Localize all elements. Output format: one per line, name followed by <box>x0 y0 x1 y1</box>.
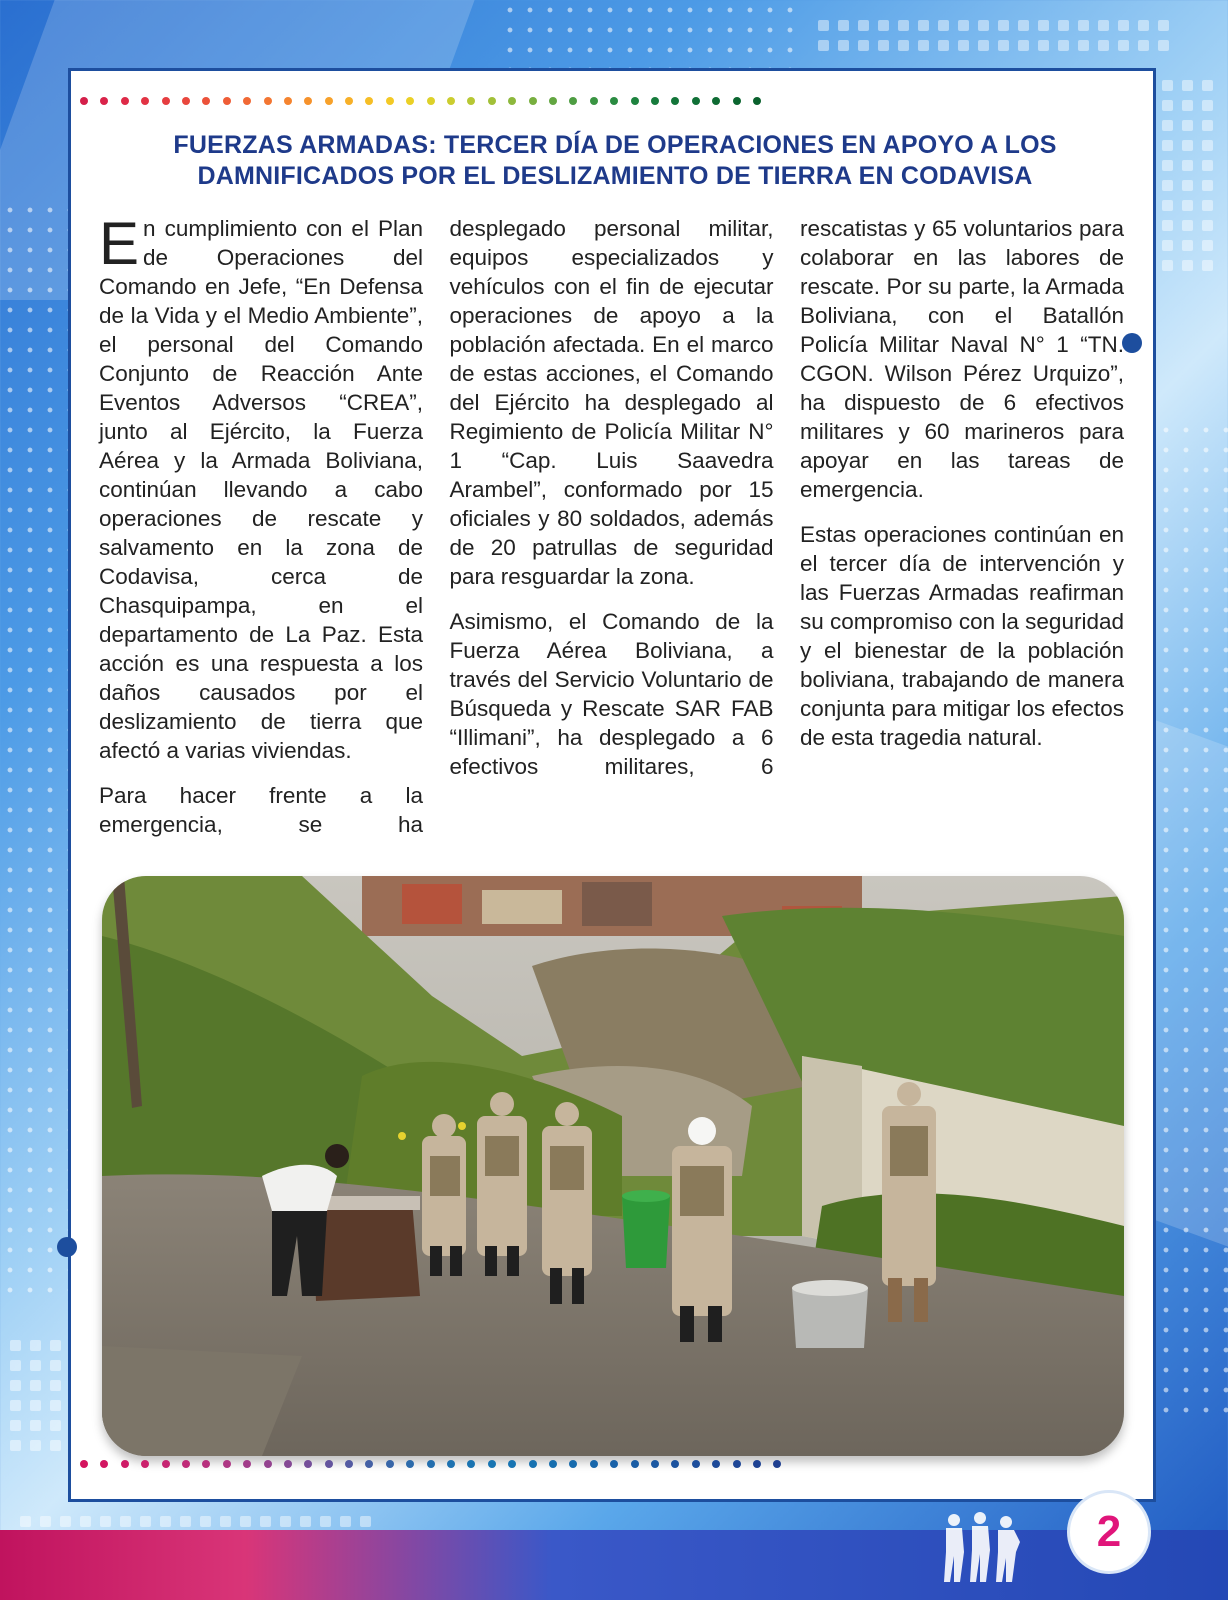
paragraph: desplegado personal militar, equipos especializados y vehículos con el fin de ejecutar operaciones de apoyo a la población afectada. En el marco de estas acciones, el Comando del Ejército ha desplegado al Regimiento de Policía Militar N° 1 “Cap. Luis Saavedra Arambel”, conformado por 15 oficiales y 80 soldados, además de 20 patrullas de seguridad para resguardar la zona. <box>449 216 774 589</box>
article-column-1 <box>99 210 423 855</box>
paragraph: Estas operaciones continúan en el tercer día de intervención y las Fuerzas Armadas reafirman su compromiso con la seguridad y el bienestar de la población boliviana, trabajando de manera conjunta para mitigar los efectos de esta tragedia natural. <box>800 522 1124 750</box>
frame-node-left <box>57 1237 77 1257</box>
footer-band <box>0 1530 1228 1600</box>
article-title <box>100 130 1130 192</box>
background-dot-pattern <box>1156 420 1228 1420</box>
page-number: 2 <box>1096 1507 1122 1556</box>
paragraph <box>99 210 423 765</box>
soldiers-silhouette-icon <box>940 1512 1030 1582</box>
background-square-pattern <box>818 20 1169 51</box>
top-dot-divider <box>80 97 761 105</box>
background-square-pattern <box>20 1516 371 1527</box>
background-square-pattern <box>10 1340 61 1451</box>
photo-military-rescue-scene <box>102 876 1124 1456</box>
frame-node-right <box>1122 333 1142 353</box>
paragraph: Para hacer frente a la emergencia, se ha <box>99 783 423 837</box>
background-dot-pattern <box>500 0 800 68</box>
article-column-2 <box>450 214 774 855</box>
article-title-line1: FUERZAS ARMADAS: TERCER DÍA DE OPERACIONES EN APOYO A LOS <box>173 131 1057 159</box>
page-number-badge <box>1067 1490 1151 1574</box>
paragraph: Asimismo, el Comando de la Fuerza Aérea Boliviana, a través del Servicio Voluntario de Búsqueda y Rescate SAR FAB “Illimani”, ha desplegado a 6 efectivos militares, 6 <box>449 609 774 779</box>
background-square-pattern <box>1162 80 1213 271</box>
article-column-3 <box>800 214 1124 855</box>
background-dot-pattern <box>0 200 68 1300</box>
drop-cap: E <box>99 210 140 277</box>
article-photo <box>102 876 1124 1456</box>
bottom-dot-divider <box>80 1460 781 1468</box>
paragraph: rescatistas y 65 voluntarios para colaborar en las labores de rescate. Por su parte, la Armada Boliviana, con el Batallón Policía Militar Naval N° 1 “TN. CGON. Wilson Pérez Urquizo”, ha dispuesto de 6 efectivos militares y 60 marineros para apoyar en las tareas de emergencia. <box>800 216 1124 502</box>
article-title-line2: DAMNIFICADOS POR EL DESLIZAMIENTO DE TIERRA EN CODAVISA <box>197 162 1033 190</box>
article-body <box>99 210 1124 855</box>
paragraph-text: n cumplimiento con el Plan de Operaciones del Comando en Jefe, “En Defensa de la Vida y el Medio Ambiente”, el personal del Comando Conjunto de Reacción Ante Eventos Adversos “CREA”, junto al Ejército, la Fuerza Aérea y la Armada Boliviana, continúan llevando a cabo operaciones de rescate y salvamento en la zona de Codavisa, cerca de Chasquipampa, en el departamento de La Paz. Esta acción es una respuesta a los daños causados por el deslizamiento de tierra que afectó a varias viviendas. <box>99 216 423 763</box>
